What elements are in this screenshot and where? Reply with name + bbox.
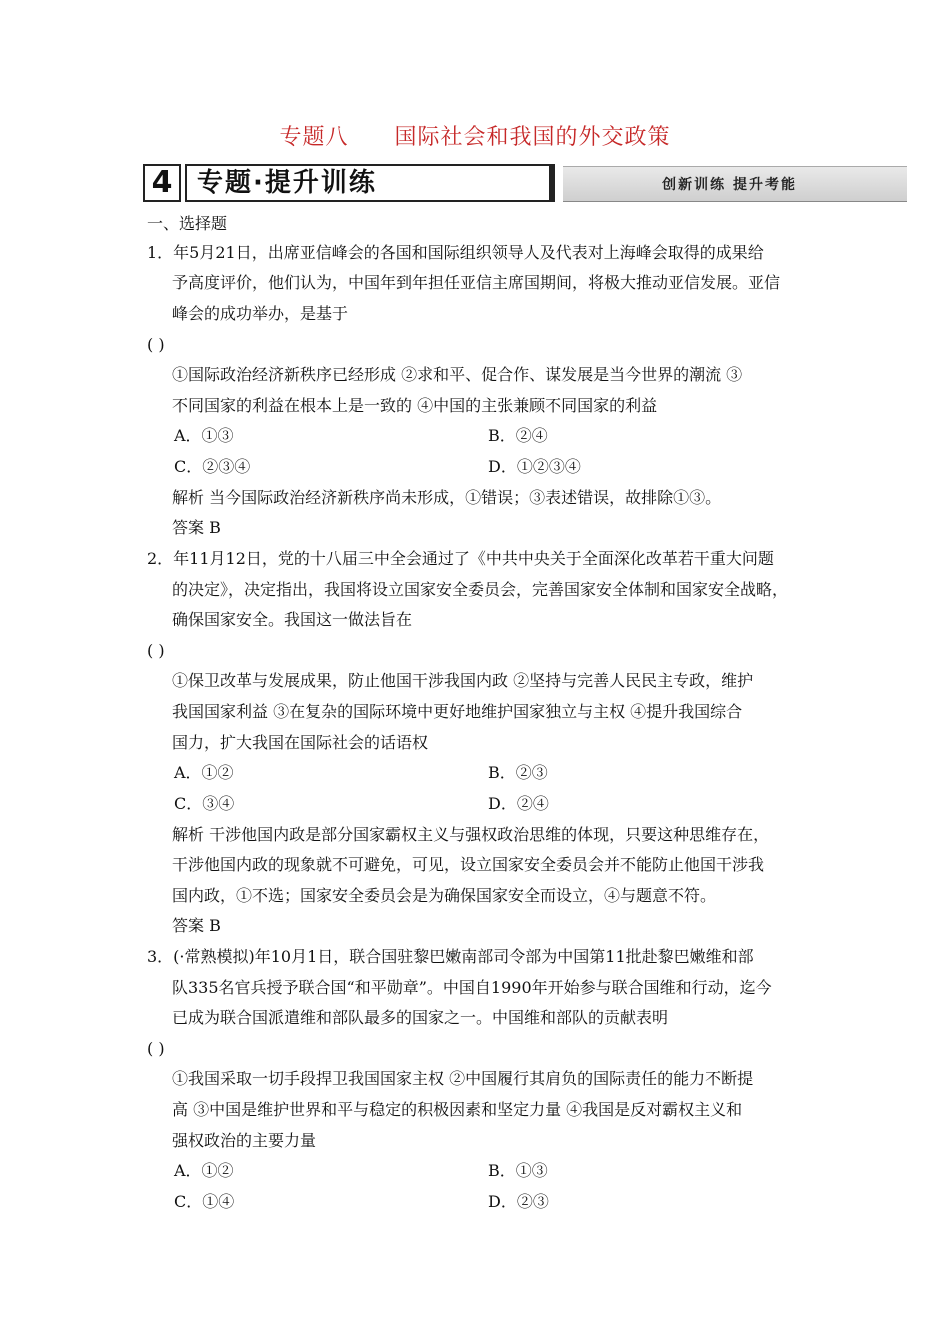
q1-option-b: B．②④ <box>488 426 548 445</box>
q2-item-line: 国力，扩大我国在国际社会的话语权 <box>172 733 429 752</box>
q2-answer-paren: ( ) <box>147 641 165 660</box>
q3-answer-paren: ( ) <box>147 1039 165 1058</box>
q3-stem-line: 3．(·常熟模拟)年10月1日，联合国驻黎巴嫩南部司令部为中国第11批赴黎巴嫩维和部 <box>147 947 754 966</box>
q1-analysis: 解析 当今国际政治经济新秩序尚未形成，①错误；③表述错误，故排除①③。 <box>172 488 722 507</box>
q2-option-d: D．②④ <box>488 794 549 813</box>
q1-option-a: A．①③ <box>174 426 234 445</box>
banner-number: 4 <box>143 164 181 202</box>
q1-option-d: D．①②③④ <box>488 457 581 476</box>
section-banner <box>143 164 907 204</box>
q1-stem-line: 予高度评价，他们认为，中国年到年担任亚信主席国期间，将极大推动亚信发展。亚信 <box>172 273 781 292</box>
q1-stem-line: 峰会的成功举办，是基于 <box>172 304 349 323</box>
q3-stem-line: 队335名官兵授予联合国“和平勋章”。中国自1990年开始参与联合国维和行动，迄今 <box>172 978 772 997</box>
q2-option-b: B．②③ <box>488 763 548 782</box>
q2-analysis-line: 国内政，①不选；国家安全委员会是为确保国家安全而设立，④与题意不符。 <box>172 886 717 905</box>
q3-option-b: B．①③ <box>488 1161 548 1180</box>
q3-stem-line: 已成为联合国派遣维和部队最多的国家之一。中国维和部队的贡献表明 <box>172 1008 669 1027</box>
q2-analysis-line: 干涉他国内政的现象就不可避免，可见，设立国家安全委员会并不能防止他国干涉我 <box>172 855 765 874</box>
q2-stem-line: 2．年11月12日，党的十八届三中全会通过了《中共中央关于全面深化改革若干重大问题 <box>147 549 774 568</box>
q3-option-d: D．②③ <box>488 1192 549 1211</box>
banner-slogan: 创新训练 提升考能 <box>662 177 797 193</box>
q1-option-c: C．②③④ <box>174 457 251 476</box>
q2-option-a: A．①② <box>174 763 234 782</box>
title-subject: 国际社会和我国的外交政策 <box>394 125 671 150</box>
q2-item-line: ①保卫改革与发展成果，防止他国干涉我国内政 ②坚持与完善人民民主专政，维护 <box>172 671 754 690</box>
q2-answer: 答案 B <box>172 916 221 935</box>
q2-analysis-line: 解析 干涉他国内政是部分国家霸权主义与强权政治思维的体现，只要这种思维存在， <box>172 825 770 844</box>
q2-option-c: C．③④ <box>174 794 235 813</box>
q1-answer-paren: ( ) <box>147 335 165 354</box>
q1-item-line: ①国际政治经济新秩序已经形成 ②求和平、促合作、谋发展是当今世界的潮流 ③ <box>172 365 743 384</box>
q3-option-c: C．①④ <box>174 1192 235 1211</box>
q1-stem-line: 1．年5月21日，出席亚信峰会的各国和国际组织领导人及代表对上海峰会取得的成果给 <box>147 243 764 262</box>
q2-stem-line: 的决定》，决定指出，我国将设立国家安全委员会，完善国家安全体制和国家安全战略， <box>172 580 789 599</box>
q2-item-line: 我国国家利益 ③在复杂的国际环境中更好地维护国家独立与主权 ④提升我国综合 <box>172 702 743 721</box>
q2-stem-line: 确保国家安全。我国这一做法旨在 <box>172 610 413 629</box>
page-title <box>0 120 950 151</box>
section-heading: 一、选择题 <box>147 214 228 233</box>
title-topic: 专题八 <box>279 125 349 150</box>
q3-item-line: 高 ③中国是维护世界和平与稳定的积极因素和坚定力量 ④我国是反对霸权主义和 <box>172 1100 743 1119</box>
q3-item-line: ①我国采取一切手段捍卫我国国家主权 ②中国履行其肩负的国际责任的能力不断提 <box>172 1069 754 1088</box>
q1-answer: 答案 B <box>172 518 221 537</box>
q1-item-line: 不同国家的利益在根本上是一致的 ④中国的主张兼顾不同国家的利益 <box>172 396 658 415</box>
q3-item-line: 强权政治的主要力量 <box>172 1131 317 1150</box>
q3-option-a: A．①② <box>174 1161 234 1180</box>
banner-label: 专题·提升训练 <box>185 164 555 202</box>
